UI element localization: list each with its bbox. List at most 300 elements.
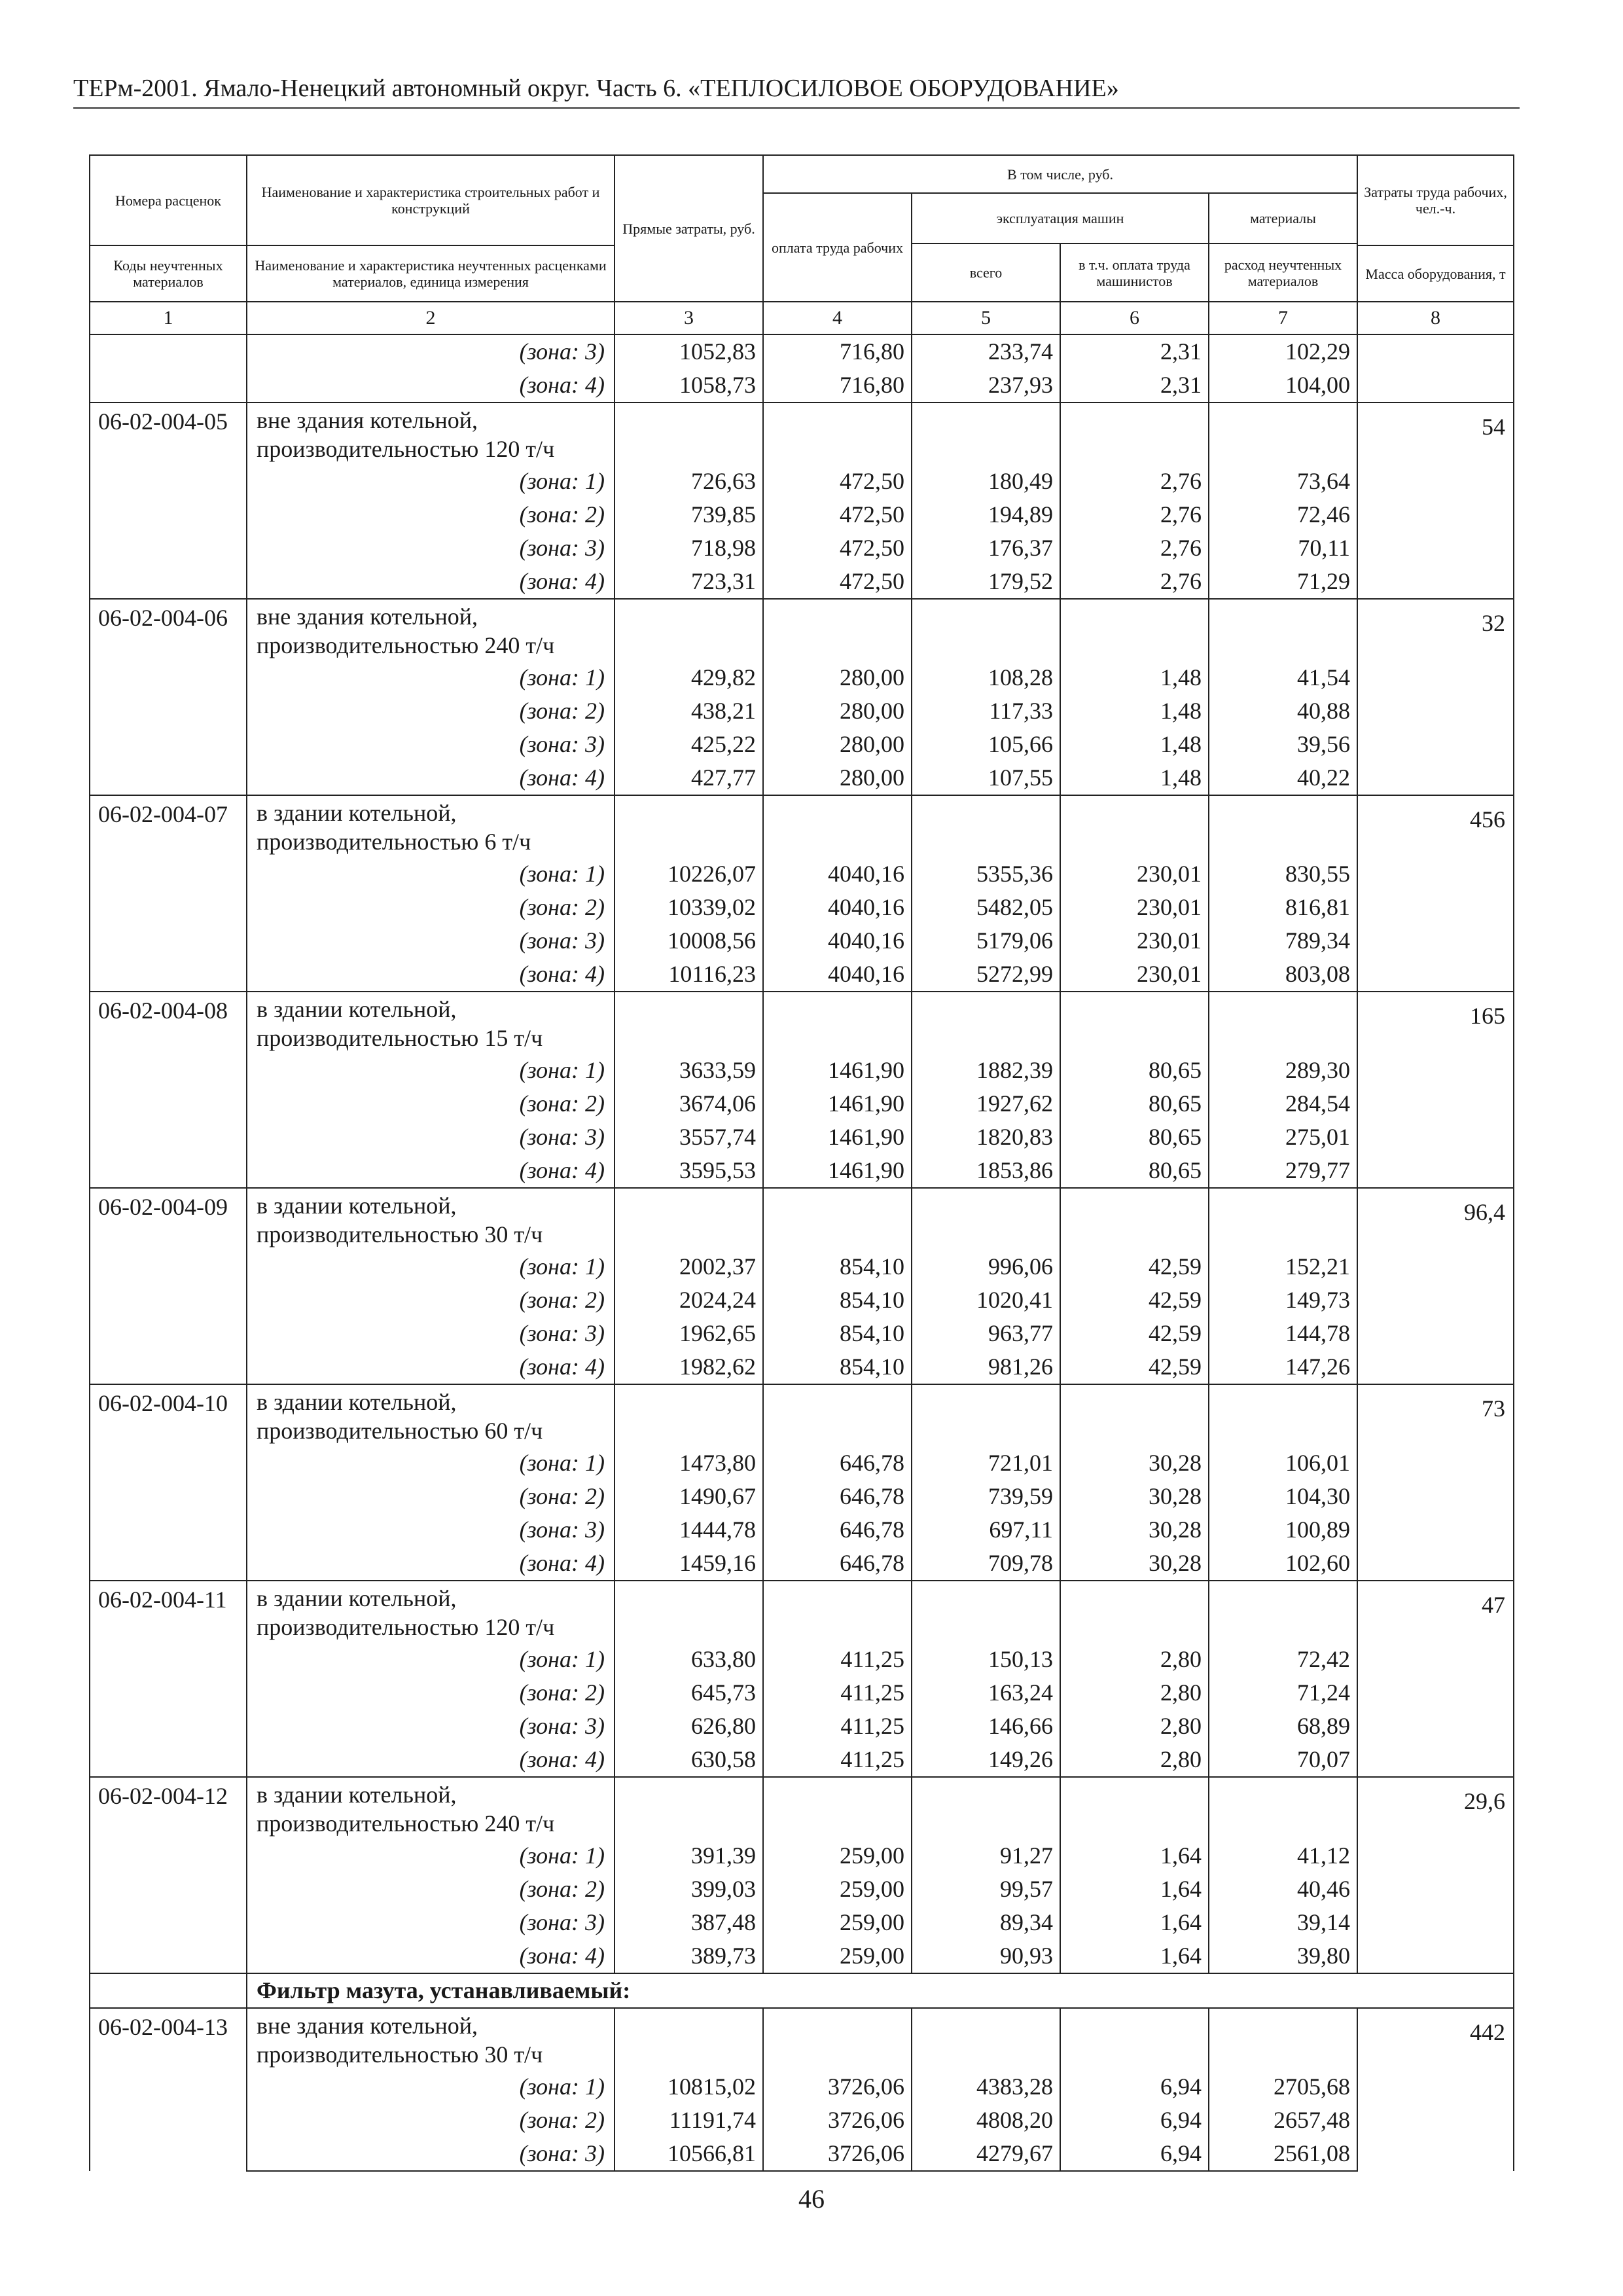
value-cell: 4279,67 <box>912 2137 1060 2171</box>
rate-code: 06-02-004-11 <box>90 1581 247 1777</box>
code-cell <box>90 1973 247 2008</box>
value-cell: 1,64 <box>1060 1873 1209 1906</box>
empty-cell <box>1060 599 1209 661</box>
value-cell: 39,14 <box>1209 1906 1357 1939</box>
value-cell: 10116,23 <box>615 958 763 992</box>
table-row <box>90 1973 1514 2008</box>
col8-header-bottom: Масса оборудования, т <box>1357 245 1514 302</box>
equipment-mass: 165 <box>1357 992 1514 1188</box>
value-cell: 280,00 <box>763 694 912 728</box>
rates-table <box>89 154 1514 2172</box>
table-row <box>90 2008 1514 2070</box>
value-cell: 2002,37 <box>615 1250 763 1283</box>
zone-label: (зона: 1) <box>247 661 615 694</box>
value-cell: 106,01 <box>1209 1446 1357 1480</box>
value-cell: 2024,24 <box>615 1283 763 1317</box>
zone-label: (зона: 2) <box>247 1283 615 1317</box>
value-cell: 391,39 <box>615 1839 763 1873</box>
col3-header: Прямые затраты, руб. <box>615 155 763 302</box>
value-cell: 80,65 <box>1060 1154 1209 1188</box>
zone-label: (зона: 4) <box>247 1154 615 1188</box>
value-cell: 179,52 <box>912 565 1060 599</box>
table-row <box>90 565 1514 599</box>
value-cell: 411,25 <box>763 1643 912 1676</box>
value-cell: 259,00 <box>763 1939 912 1973</box>
table-row <box>90 1710 1514 1743</box>
zone-label: (зона: 1) <box>247 2070 615 2104</box>
value-cell: 4040,16 <box>763 924 912 958</box>
value-cell: 472,50 <box>763 498 912 531</box>
empty-cell <box>912 2008 1060 2070</box>
value-cell: 718,98 <box>615 531 763 565</box>
value-cell: 1,64 <box>1060 1839 1209 1873</box>
table-row <box>90 1777 1514 1839</box>
value-cell: 280,00 <box>763 761 912 795</box>
table-row <box>90 1317 1514 1350</box>
empty-cell <box>1209 795 1357 857</box>
col6-header: в т.ч. оплата труда машинистов <box>1060 243 1209 302</box>
zone-label: (зона: 2) <box>247 1480 615 1513</box>
value-cell: 10008,56 <box>615 924 763 958</box>
value-cell: 1,64 <box>1060 1906 1209 1939</box>
table-row <box>90 891 1514 924</box>
value-cell: 80,65 <box>1060 1087 1209 1121</box>
empty-cell <box>615 1777 763 1839</box>
table-row <box>90 992 1514 1054</box>
rate-code: 06-02-004-12 <box>90 1777 247 1973</box>
table-row <box>90 1581 1514 1643</box>
value-cell: 981,26 <box>912 1350 1060 1384</box>
table-row <box>90 1350 1514 1384</box>
empty-cell <box>1209 1581 1357 1643</box>
value-cell: 472,50 <box>763 531 912 565</box>
col1-header-top: Номера расценок <box>90 155 247 245</box>
value-cell: 99,57 <box>912 1873 1060 1906</box>
value-cell: 697,11 <box>912 1513 1060 1547</box>
value-cell: 72,42 <box>1209 1643 1357 1676</box>
value-cell: 723,31 <box>615 565 763 599</box>
table-row <box>90 1283 1514 1317</box>
value-cell: 70,11 <box>1209 531 1357 565</box>
equipment-mass: 442 <box>1357 2008 1514 2171</box>
zone-label: (зона: 4) <box>247 761 615 795</box>
value-cell: 646,78 <box>763 1547 912 1581</box>
value-cell: 144,78 <box>1209 1317 1357 1350</box>
value-cell: 102,29 <box>1209 334 1357 368</box>
table-row <box>90 2137 1514 2171</box>
value-cell: 2,76 <box>1060 531 1209 565</box>
work-description: вне здания котельной, производительностью 30 т/ч <box>247 2008 615 2070</box>
value-cell: 70,07 <box>1209 1743 1357 1777</box>
value-cell: 1444,78 <box>615 1513 763 1547</box>
table-row <box>90 694 1514 728</box>
col-number: 5 <box>912 302 1060 334</box>
zone-label: (зона: 4) <box>247 1350 615 1384</box>
value-cell: 30,28 <box>1060 1480 1209 1513</box>
value-cell: 11191,74 <box>615 2104 763 2137</box>
empty-cell <box>1060 1384 1209 1446</box>
work-description: в здании котельной, производительностью 30 т/ч <box>247 1188 615 1250</box>
page-number: 46 <box>798 2184 825 2214</box>
zone-label: (зона: 3) <box>247 924 615 958</box>
empty-cell <box>1060 403 1209 465</box>
col-number: 6 <box>1060 302 1209 334</box>
value-cell: 1461,90 <box>763 1054 912 1087</box>
rates-table-container <box>89 154 1513 2172</box>
value-cell: 89,34 <box>912 1906 1060 1939</box>
zone-label: (зона: 4) <box>247 1547 615 1581</box>
value-cell: 3726,06 <box>763 2104 912 2137</box>
value-cell: 102,60 <box>1209 1547 1357 1581</box>
work-description: в здании котельной, производительностью 15 т/ч <box>247 992 615 1054</box>
table-row <box>90 1054 1514 1087</box>
page-header: ТЕРм-2001. Ямало-Ненецкий автономный округ. Часть 6. «ТЕПЛОСИЛОВОЕ ОБОРУДОВАНИЕ» <box>73 73 1520 109</box>
value-cell: 1490,67 <box>615 1480 763 1513</box>
value-cell: 1461,90 <box>763 1154 912 1188</box>
empty-cell <box>763 2008 912 2070</box>
value-cell: 2,76 <box>1060 565 1209 599</box>
rate-code: 06-02-004-08 <box>90 992 247 1188</box>
value-cell: 10815,02 <box>615 2070 763 2104</box>
value-cell: 854,10 <box>763 1250 912 1283</box>
value-cell: 10339,02 <box>615 891 763 924</box>
value-cell: 646,78 <box>763 1446 912 1480</box>
value-cell: 30,28 <box>1060 1446 1209 1480</box>
zone-label: (зона: 1) <box>247 1054 615 1087</box>
value-cell: 40,88 <box>1209 694 1357 728</box>
table-row <box>90 958 1514 992</box>
zone-label: (зона: 3) <box>247 1317 615 1350</box>
value-cell: 176,37 <box>912 531 1060 565</box>
empty-cell <box>615 599 763 661</box>
value-cell: 1,48 <box>1060 661 1209 694</box>
value-cell: 5482,05 <box>912 891 1060 924</box>
col-number: 3 <box>615 302 763 334</box>
value-cell: 146,66 <box>912 1710 1060 1743</box>
value-cell: 2561,08 <box>1209 2137 1357 2171</box>
value-cell: 726,63 <box>615 465 763 498</box>
col-number: 7 <box>1209 302 1357 334</box>
value-cell: 1052,83 <box>615 334 763 368</box>
mass-cell <box>1357 334 1514 368</box>
zone-label: (зона: 2) <box>247 1087 615 1121</box>
empty-cell <box>615 1384 763 1446</box>
empty-cell <box>1209 1384 1357 1446</box>
value-cell: 389,73 <box>615 1939 763 1973</box>
equipment-mass: 47 <box>1357 1581 1514 1777</box>
value-cell: 73,64 <box>1209 465 1357 498</box>
value-cell: 259,00 <box>763 1873 912 1906</box>
value-cell: 30,28 <box>1060 1547 1209 1581</box>
value-cell: 237,93 <box>912 368 1060 403</box>
empty-cell <box>615 795 763 857</box>
empty-cell <box>763 599 912 661</box>
zone-label: (зона: 3) <box>247 1121 615 1154</box>
value-cell: 2,31 <box>1060 334 1209 368</box>
value-cell: 4383,28 <box>912 2070 1060 2104</box>
value-cell: 3726,06 <box>763 2137 912 2171</box>
value-cell: 117,33 <box>912 694 1060 728</box>
table-row <box>90 531 1514 565</box>
value-cell: 108,28 <box>912 661 1060 694</box>
value-cell: 789,34 <box>1209 924 1357 958</box>
empty-cell <box>763 403 912 465</box>
value-cell: 399,03 <box>615 1873 763 1906</box>
empty-cell <box>1060 1581 1209 1643</box>
value-cell: 1459,16 <box>615 1547 763 1581</box>
work-description: в здании котельной, производительностью 6 т/ч <box>247 795 615 857</box>
zone-label: (зона: 1) <box>247 1250 615 1283</box>
empty-cell <box>763 1188 912 1250</box>
table-row <box>90 924 1514 958</box>
rate-code: 06-02-004-06 <box>90 599 247 795</box>
col-number: 1 <box>90 302 247 334</box>
empty-cell <box>1209 992 1357 1054</box>
table-row <box>90 1154 1514 1188</box>
value-cell: 3633,59 <box>615 1054 763 1087</box>
empty-cell <box>912 992 1060 1054</box>
equipment-mass: 456 <box>1357 795 1514 992</box>
value-cell: 3674,06 <box>615 1087 763 1121</box>
value-cell: 387,48 <box>615 1906 763 1939</box>
empty-cell <box>912 403 1060 465</box>
table-row <box>90 1547 1514 1581</box>
equipment-mass: 32 <box>1357 599 1514 795</box>
value-cell: 40,46 <box>1209 1873 1357 1906</box>
value-cell: 2,80 <box>1060 1676 1209 1710</box>
table-row <box>90 1873 1514 1906</box>
table-row <box>90 1676 1514 1710</box>
value-cell: 2,76 <box>1060 465 1209 498</box>
value-cell: 80,65 <box>1060 1121 1209 1154</box>
value-cell: 739,59 <box>912 1480 1060 1513</box>
value-cell: 71,24 <box>1209 1676 1357 1710</box>
value-cell: 259,00 <box>763 1906 912 1939</box>
zone-label: (зона: 1) <box>247 1446 615 1480</box>
value-cell: 1461,90 <box>763 1087 912 1121</box>
empty-cell <box>1209 1777 1357 1839</box>
value-cell: 739,85 <box>615 498 763 531</box>
rate-code: 06-02-004-05 <box>90 403 247 599</box>
value-cell: 180,49 <box>912 465 1060 498</box>
value-cell: 429,82 <box>615 661 763 694</box>
empty-cell <box>1060 1777 1209 1839</box>
table-row <box>90 498 1514 531</box>
value-cell: 963,77 <box>912 1317 1060 1350</box>
value-cell: 5355,36 <box>912 857 1060 891</box>
zone-label: (зона: 2) <box>247 498 615 531</box>
table-row <box>90 728 1514 761</box>
zone-label: (зона: 3) <box>247 531 615 565</box>
mass-cell <box>1357 368 1514 403</box>
code-cell <box>90 368 247 403</box>
value-cell: 41,54 <box>1209 661 1357 694</box>
value-cell: 40,22 <box>1209 761 1357 795</box>
table-row <box>90 465 1514 498</box>
work-description: в здании котельной, производительностью 120 т/ч <box>247 1581 615 1643</box>
value-cell: 645,73 <box>615 1676 763 1710</box>
table-row <box>90 1643 1514 1676</box>
value-cell: 646,78 <box>763 1480 912 1513</box>
empty-cell <box>912 1188 1060 1250</box>
value-cell: 230,01 <box>1060 958 1209 992</box>
value-cell: 411,25 <box>763 1710 912 1743</box>
value-cell: 6,94 <box>1060 2137 1209 2171</box>
col2-header-top: Наименование и характеристика строительных работ и конструкций <box>247 155 615 245</box>
col1-header-bottom: Коды неучтенных материалов <box>90 245 247 302</box>
value-cell: 1927,62 <box>912 1087 1060 1121</box>
empty-cell <box>615 403 763 465</box>
value-cell: 472,50 <box>763 565 912 599</box>
value-cell: 230,01 <box>1060 924 1209 958</box>
value-cell: 42,59 <box>1060 1283 1209 1317</box>
col5-header: всего <box>912 243 1060 302</box>
value-cell: 10566,81 <box>615 2137 763 2171</box>
rate-code: 06-02-004-07 <box>90 795 247 992</box>
empty-cell <box>615 1581 763 1643</box>
table-row <box>90 1480 1514 1513</box>
value-cell: 194,89 <box>912 498 1060 531</box>
table-row <box>90 661 1514 694</box>
work-description: вне здания котельной, производительностью 240 т/ч <box>247 599 615 661</box>
value-cell: 1,48 <box>1060 761 1209 795</box>
value-cell: 42,59 <box>1060 1317 1209 1350</box>
empty-cell <box>1060 795 1209 857</box>
value-cell: 5179,06 <box>912 924 1060 958</box>
table-row <box>90 1250 1514 1283</box>
value-cell: 3557,74 <box>615 1121 763 1154</box>
table-row <box>90 1446 1514 1480</box>
value-cell: 4040,16 <box>763 958 912 992</box>
value-cell: 233,74 <box>912 334 1060 368</box>
value-cell: 149,73 <box>1209 1283 1357 1317</box>
zone-label: (зона: 3) <box>247 2137 615 2171</box>
value-cell: 996,06 <box>912 1250 1060 1283</box>
value-cell: 816,81 <box>1209 891 1357 924</box>
table-row <box>90 1384 1514 1446</box>
empty-cell <box>912 1777 1060 1839</box>
value-cell: 854,10 <box>763 1283 912 1317</box>
value-cell: 1882,39 <box>912 1054 1060 1087</box>
value-cell: 230,01 <box>1060 857 1209 891</box>
empty-cell <box>763 795 912 857</box>
value-cell: 411,25 <box>763 1676 912 1710</box>
value-cell: 630,58 <box>615 1743 763 1777</box>
value-cell: 472,50 <box>763 465 912 498</box>
value-cell: 4040,16 <box>763 857 912 891</box>
work-description: вне здания котельной, производительностью 120 т/ч <box>247 403 615 465</box>
empty-cell <box>1209 403 1357 465</box>
value-cell: 147,26 <box>1209 1350 1357 1384</box>
equipment-mass: 29,6 <box>1357 1777 1514 1973</box>
table-row <box>90 1513 1514 1547</box>
value-cell: 1962,65 <box>615 1317 763 1350</box>
table-row <box>90 1939 1514 1973</box>
table-row <box>90 334 1514 368</box>
value-cell: 150,13 <box>912 1643 1060 1676</box>
value-cell: 1058,73 <box>615 368 763 403</box>
value-cell: 279,77 <box>1209 1154 1357 1188</box>
table-row <box>90 599 1514 661</box>
zone-label: (зона: 1) <box>247 857 615 891</box>
col8-header-top: Затраты труда рабочих, чел.-ч. <box>1357 155 1514 245</box>
value-cell: 854,10 <box>763 1317 912 1350</box>
work-description: в здании котельной, производительностью 240 т/ч <box>247 1777 615 1839</box>
value-cell: 259,00 <box>763 1839 912 1873</box>
code-cell <box>90 334 247 368</box>
col4-header: оплата труда рабочих <box>763 193 912 302</box>
machines-header: эксплуатация машин <box>912 193 1209 243</box>
rate-code: 06-02-004-09 <box>90 1188 247 1384</box>
value-cell: 709,78 <box>912 1547 1060 1581</box>
value-cell: 411,25 <box>763 1743 912 1777</box>
value-cell: 1820,83 <box>912 1121 1060 1154</box>
table-row <box>90 2070 1514 2104</box>
zone-label: (зона: 1) <box>247 1643 615 1676</box>
zone-label: (зона: 3) <box>247 1513 615 1547</box>
empty-cell <box>615 992 763 1054</box>
zone-label: (зона: 3) <box>247 1906 615 1939</box>
value-cell: 289,30 <box>1209 1054 1357 1087</box>
table-row <box>90 1906 1514 1939</box>
equipment-mass: 54 <box>1357 403 1514 599</box>
value-cell: 4040,16 <box>763 891 912 924</box>
value-cell: 830,55 <box>1209 857 1357 891</box>
empty-cell <box>912 1581 1060 1643</box>
empty-cell <box>1060 1188 1209 1250</box>
value-cell: 42,59 <box>1060 1250 1209 1283</box>
empty-cell <box>615 1188 763 1250</box>
value-cell: 716,80 <box>763 368 912 403</box>
value-cell: 68,89 <box>1209 1710 1357 1743</box>
value-cell: 107,55 <box>912 761 1060 795</box>
empty-cell <box>912 795 1060 857</box>
value-cell: 104,00 <box>1209 368 1357 403</box>
equipment-mass: 73 <box>1357 1384 1514 1581</box>
value-cell: 284,54 <box>1209 1087 1357 1121</box>
value-cell: 100,89 <box>1209 1513 1357 1547</box>
value-cell: 39,80 <box>1209 1939 1357 1973</box>
zone-label: (зона: 4) <box>247 958 615 992</box>
equipment-mass: 96,4 <box>1357 1188 1514 1384</box>
value-cell: 30,28 <box>1060 1513 1209 1547</box>
table-row <box>90 368 1514 403</box>
value-cell: 280,00 <box>763 728 912 761</box>
zone-label: (зона: 2) <box>247 891 615 924</box>
value-cell: 646,78 <box>763 1513 912 1547</box>
zone-label: (зона: 3) <box>247 728 615 761</box>
value-cell: 104,30 <box>1209 1480 1357 1513</box>
col-number: 2 <box>247 302 615 334</box>
value-cell: 716,80 <box>763 334 912 368</box>
zone-label: (зона: 4) <box>247 1939 615 1973</box>
empty-cell <box>1209 1188 1357 1250</box>
zone-label: (зона: 4) <box>247 1743 615 1777</box>
value-cell: 152,21 <box>1209 1250 1357 1283</box>
value-cell: 10226,07 <box>615 857 763 891</box>
section-title: Фильтр мазута, устанавливаемый: <box>247 1973 1514 2008</box>
empty-cell <box>1060 2008 1209 2070</box>
value-cell: 3726,06 <box>763 2070 912 2104</box>
value-cell: 41,12 <box>1209 1839 1357 1873</box>
table-row <box>90 1188 1514 1250</box>
table-row <box>90 1743 1514 1777</box>
zone-label: (зона: 2) <box>247 1873 615 1906</box>
value-cell: 2,80 <box>1060 1643 1209 1676</box>
col-number: 8 <box>1357 302 1514 334</box>
value-cell: 1461,90 <box>763 1121 912 1154</box>
value-cell: 1,48 <box>1060 728 1209 761</box>
